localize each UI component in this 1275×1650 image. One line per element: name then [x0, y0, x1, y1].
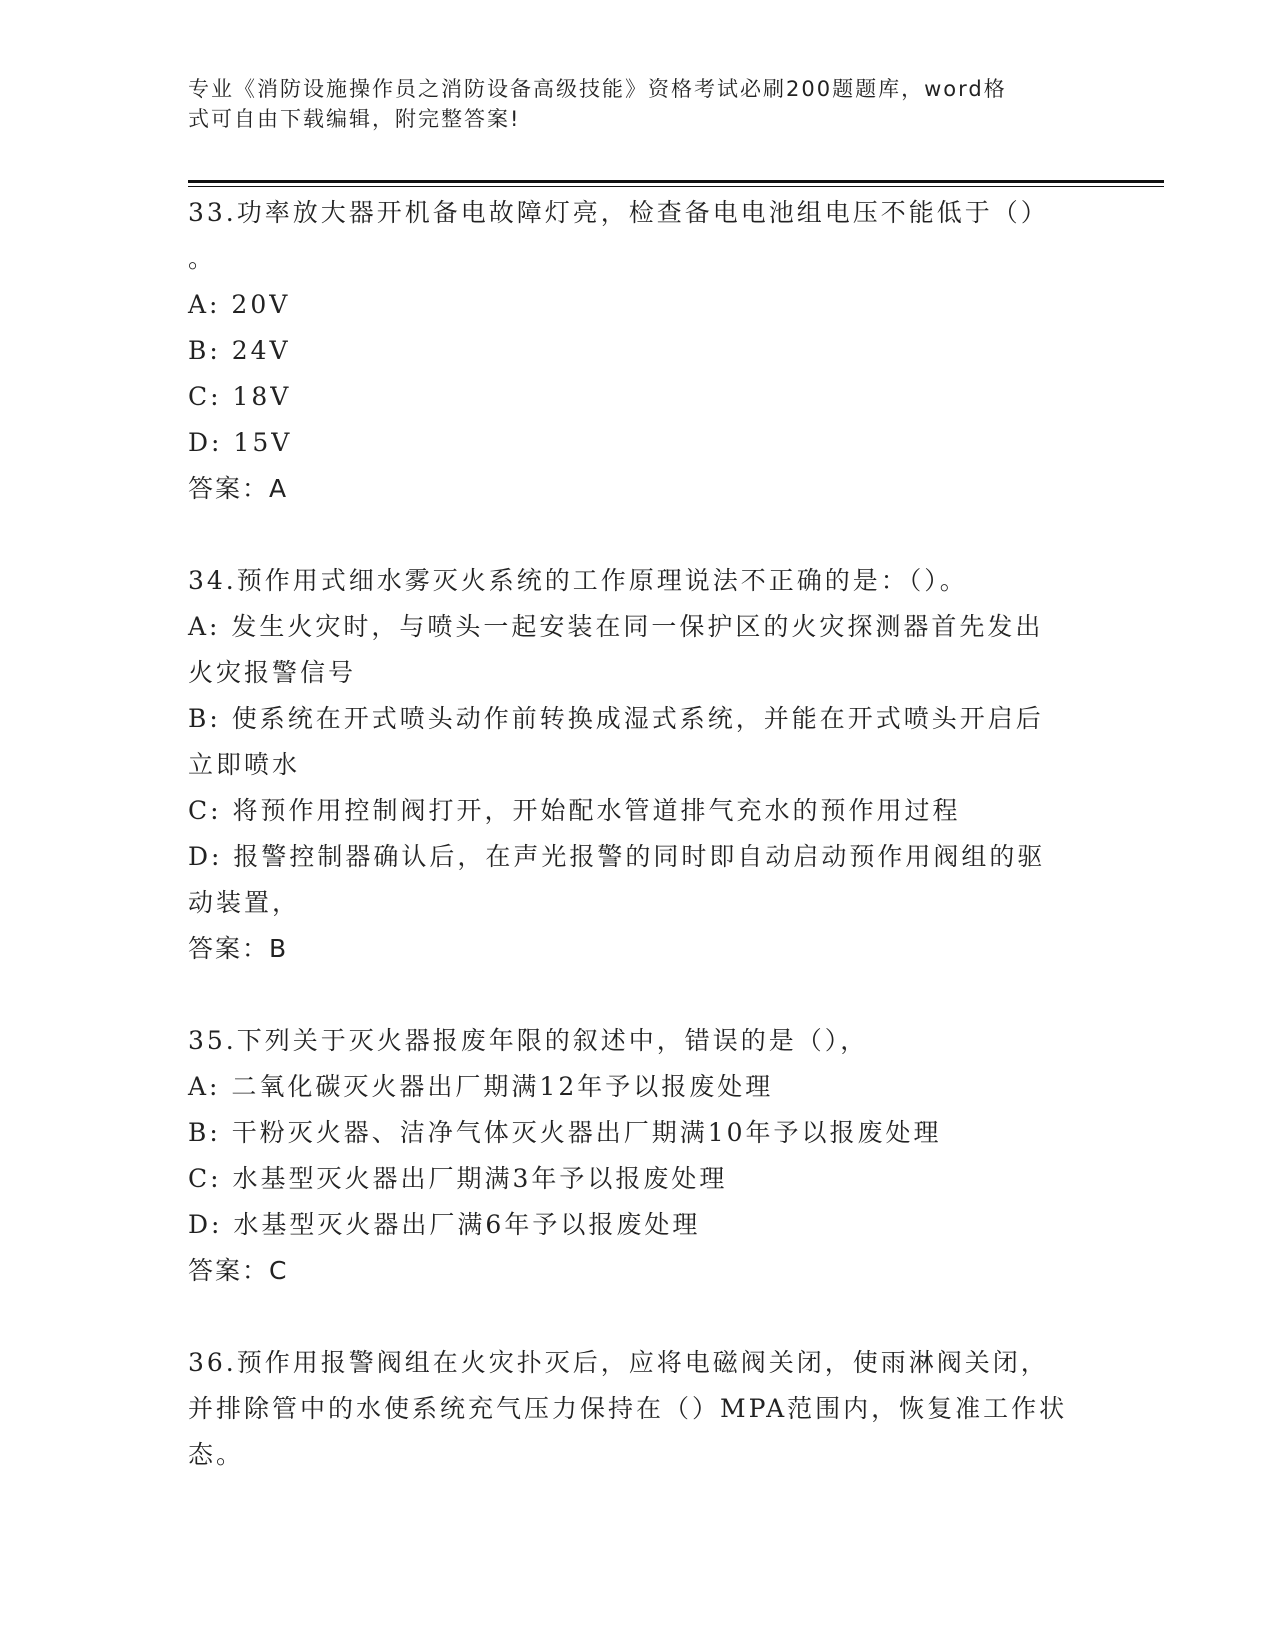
- option-d: D: 水基型灭火器出厂满6年予以报废处理: [188, 1210, 701, 1239]
- option-d-continued: 动装置，: [188, 888, 301, 917]
- option-a: A: 20V: [188, 290, 291, 319]
- option-c: C: 水基型灭火器出厂期满3年予以报废处理: [188, 1164, 728, 1193]
- question-list: [188, 190, 1088, 1478]
- option-d: D: 15V: [188, 428, 293, 457]
- header-line-2: 式可自由下载编辑，附完整答案!: [188, 107, 521, 131]
- question-35: [188, 1018, 1088, 1294]
- document-header: [188, 74, 1088, 134]
- question-stem: 36.预作用报警阀组在火灾扑灭后，应将电磁阀关闭，使雨淋阀关闭，: [188, 1348, 1049, 1377]
- question-34: [188, 558, 1088, 972]
- answer: 答案：A: [188, 474, 289, 503]
- answer: 答案：B: [188, 934, 289, 963]
- question-stem: 态。: [188, 1440, 245, 1469]
- answer: 答案：C: [188, 1256, 289, 1285]
- option-b: B: 使系统在开式喷头动作前转换成湿式系统，并能在开式喷头开启后: [188, 704, 1044, 733]
- option-b: B: 干粉灭火器、洁净气体灭火器出厂期满10年予以报废处理: [188, 1118, 942, 1147]
- question-33: [188, 190, 1088, 512]
- option-b: B: 24V: [188, 336, 291, 365]
- header-divider-thin: [188, 186, 1164, 187]
- question-stem: 并排除管中的水使系统充气压力保持在（）MPA范围内，恢复准工作状: [188, 1394, 1068, 1423]
- question-stem: 34.预作用式细水雾灭火系统的工作原理说法不正确的是：（）。: [188, 566, 968, 595]
- option-d: D: 报警控制器确认后，在声光报警的同时即自动启动预作用阀组的驱: [188, 842, 1046, 871]
- header-line-1: 专业《消防设施操作员之消防设备高级技能》资格考试必刷200题题库，word格: [188, 77, 1007, 101]
- question-stem: 。: [188, 244, 217, 273]
- option-c: C: 18V: [188, 382, 292, 411]
- option-a: A: 发生火灾时，与喷头一起安装在同一保护区的火灾探测器首先发出: [188, 612, 1044, 641]
- option-a: A: 二氧化碳灭火器出厂期满12年予以报废处理: [188, 1072, 774, 1101]
- question-stem: 35.下列关于灭火器报废年限的叙述中，错误的是（），: [188, 1026, 869, 1055]
- option-b-continued: 立即喷水: [188, 750, 301, 779]
- option-a-continued: 火灾报警信号: [188, 658, 357, 687]
- option-c: C: 将预作用控制阀打开，开始配水管道排气充水的预作用过程: [188, 796, 961, 825]
- header-divider-thick: [188, 180, 1164, 183]
- question-36: [188, 1340, 1088, 1478]
- question-stem: 33.功率放大器开机备电故障灯亮，检查备电电池组电压不能低于（）: [188, 198, 1049, 227]
